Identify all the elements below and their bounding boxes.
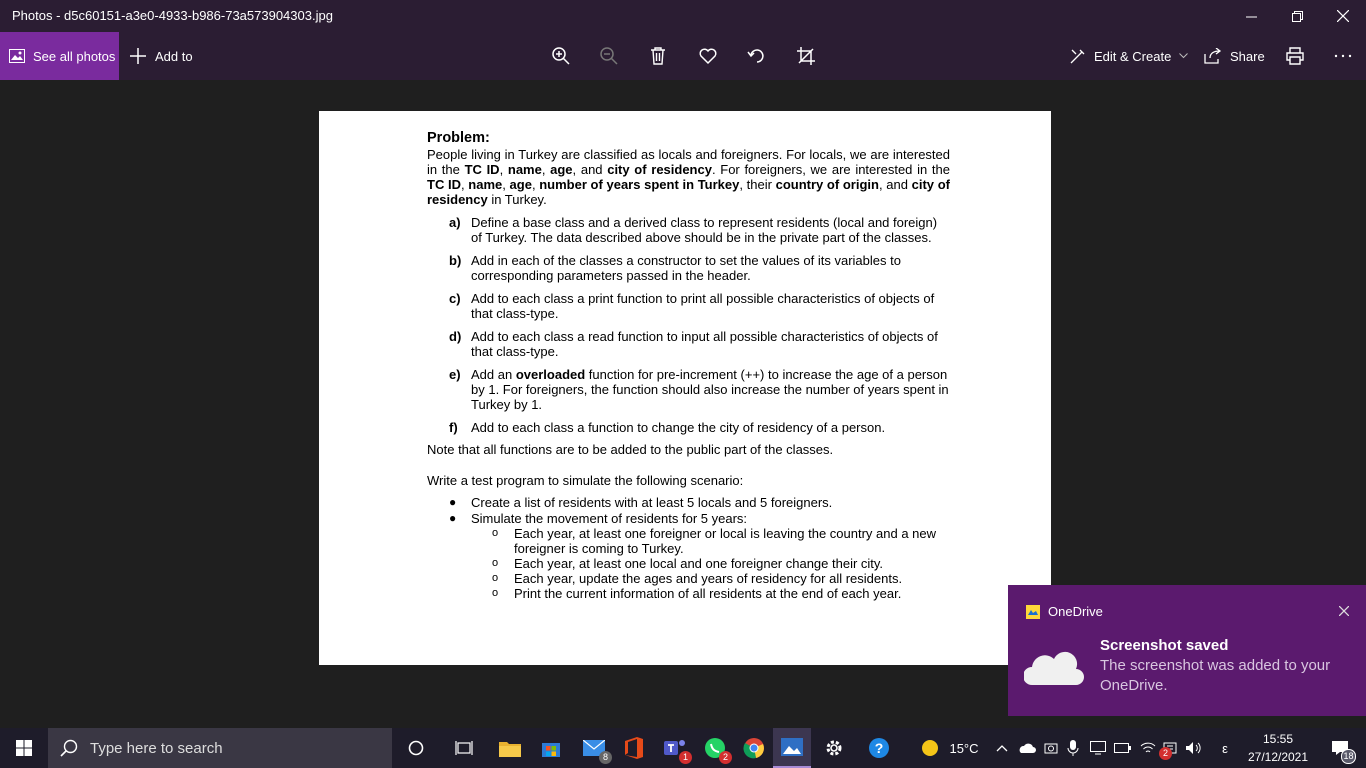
edit-icon <box>1070 48 1086 64</box>
rotate-button[interactable] <box>745 44 769 68</box>
printer-icon <box>1285 46 1305 66</box>
task-list <box>427 215 950 435</box>
task-item <box>427 253 950 283</box>
cloud-icon <box>1024 647 1084 687</box>
photos-taskbar-button[interactable] <box>773 728 811 768</box>
speaker-icon <box>1185 741 1203 755</box>
toast-close-button[interactable] <box>1334 601 1354 621</box>
photos-icon <box>781 738 803 756</box>
onedrive-app-icon <box>1026 605 1040 619</box>
close-icon <box>1337 10 1349 22</box>
zoom-in-icon <box>551 46 571 66</box>
task-item <box>427 291 950 321</box>
language-indicator[interactable]: ε <box>1222 740 1228 756</box>
rotate-icon <box>747 46 767 66</box>
crop-icon <box>796 46 816 66</box>
more-options-button[interactable] <box>1331 44 1355 68</box>
clock-time: 15:55 <box>1262 732 1294 746</box>
task-marker: b) <box>449 253 462 268</box>
document-text <box>427 130 950 601</box>
photo-document <box>319 111 1051 665</box>
monitor-icon <box>1090 741 1106 755</box>
task-marker: f) <box>449 420 458 435</box>
see-all-photos-label: See all photos <box>33 48 116 64</box>
photos-toolbar <box>0 32 1366 80</box>
cloud-icon <box>1018 743 1036 754</box>
wifi-icon <box>1140 741 1156 755</box>
window-title: Photos - d5c60151-a3e0-4933-b986-73a573904303.jpg <box>12 8 333 23</box>
list-item: ● Simulate the movement of residents for 5 years: <box>449 511 748 526</box>
start-button[interactable] <box>0 728 48 768</box>
security-tray-icon[interactable] <box>1087 728 1109 768</box>
add-to-button[interactable] <box>130 32 193 80</box>
task-text: Add an overloaded function for pre-increment (++) to increase the age of a person by 1. For foreigners, the function should also increase the number of years spent in Turkey by 1. <box>471 367 949 412</box>
windows-icon <box>16 740 32 756</box>
problem-intro: People living in Turkey are classified as locals and foreigners. For locals, we are interested in the TC ID, name, age, and city of residency. For foreigners, we are interested in the TC ID, name, age, number of years spent in Turkey, their country of origin, and city of residency in Turkey. <box>427 147 950 207</box>
weather-temperature: 15°C <box>949 740 979 756</box>
power-plug-icon <box>1114 742 1132 754</box>
list-item: o Each year, at least one local and one foreigner change their city. <box>492 556 884 571</box>
notifications-badge: 18 <box>1341 749 1356 764</box>
taskbar <box>0 728 1366 768</box>
toast-message: The screenshot was added to your OneDrive. <box>1100 657 1331 694</box>
settings-button[interactable] <box>815 728 853 768</box>
zoom-out-button[interactable] <box>597 44 621 68</box>
task-marker: d) <box>449 329 462 344</box>
clock-date: 27/12/2021 <box>1247 750 1309 764</box>
camera-tray-icon[interactable] <box>1041 728 1061 768</box>
task-item <box>427 215 950 245</box>
camera-icon <box>1044 741 1058 755</box>
chrome-button[interactable] <box>735 728 773 768</box>
volume-tray-icon[interactable] <box>1183 728 1205 768</box>
minimize-button[interactable] <box>1228 0 1274 32</box>
more-icon <box>1333 46 1353 66</box>
task-view-button[interactable] <box>444 728 484 768</box>
list-item: o Each year, update the ages and years of residency for all residents. <box>492 571 903 586</box>
note-text: Note that all functions are to be added to the public part of the classes. <box>427 442 834 457</box>
teams-badge: 1 <box>679 751 692 764</box>
taskbar-search-box[interactable] <box>48 728 392 768</box>
chevron-down-icon <box>1179 53 1188 59</box>
onedrive-notification[interactable] <box>1008 585 1366 716</box>
crop-button[interactable] <box>794 44 818 68</box>
weather-widget[interactable] <box>914 728 986 768</box>
task-text: Add to each class a read function to input all possible characteristics of objects of that class-type. <box>471 329 938 359</box>
trash-icon <box>648 46 668 66</box>
restore-icon <box>1292 11 1303 22</box>
sun-icon <box>921 739 939 757</box>
mail-badge: 8 <box>599 751 612 764</box>
microsoft-store-button[interactable] <box>531 728 571 768</box>
edit-create-label: Edit & Create <box>1094 48 1172 64</box>
wifi-tray-icon[interactable] <box>1137 728 1159 768</box>
edit-create-button[interactable] <box>1070 32 1188 80</box>
photos-icon <box>9 49 25 63</box>
zoom-in-button[interactable] <box>549 44 573 68</box>
svg-text:?: ? <box>874 740 884 756</box>
microphone-icon <box>1067 740 1079 756</box>
close-icon <box>1339 606 1349 616</box>
teams-button[interactable] <box>656 728 694 768</box>
search-icon <box>60 739 78 757</box>
show-hidden-icons-button[interactable] <box>993 728 1011 768</box>
task-text: Add to each class a function to change the city of residency of a person. <box>471 420 886 435</box>
bluetooth-tray-icon[interactable] <box>1159 728 1181 768</box>
office-button[interactable] <box>616 728 652 768</box>
list-item: ● Create a list of residents with at least 5 locals and 5 foreigners. <box>449 495 833 510</box>
share-icon <box>1204 48 1222 64</box>
list-item: o Print the current information of all residents at the end of each year. <box>492 586 902 601</box>
task-text: Add in each of the classes a constructor to set the values of its variables to corresponding parameters passed in the header. <box>471 253 901 283</box>
onedrive-tray-icon[interactable] <box>1016 728 1038 768</box>
bullet-list <box>427 495 950 601</box>
help-button[interactable] <box>860 728 898 768</box>
task-marker: e) <box>449 367 461 382</box>
file-explorer-button[interactable] <box>490 728 530 768</box>
search-placeholder: Type here to search <box>90 739 223 757</box>
task-text: Add to each class a print function to print all possible characteristics of objects of that class-type. <box>471 291 935 321</box>
share-button[interactable] <box>1204 32 1265 80</box>
cortana-button[interactable] <box>396 728 436 768</box>
clock[interactable] <box>1240 728 1316 768</box>
list-item: o Each year, at least one foreigner or local is leaving the country and a new foreigner is coming to Turkey. <box>492 526 937 556</box>
minimize-icon <box>1246 11 1257 22</box>
gear-icon <box>824 738 844 758</box>
favorite-button[interactable] <box>696 44 720 68</box>
task-item <box>427 329 950 359</box>
delete-button[interactable] <box>646 44 670 68</box>
print-button[interactable] <box>1283 44 1307 68</box>
see-all-photos-button[interactable] <box>0 32 119 80</box>
task-marker: a) <box>449 215 461 230</box>
chevron-up-icon <box>996 744 1008 752</box>
chrome-icon <box>743 737 765 759</box>
office-icon <box>625 737 643 759</box>
mail-button[interactable] <box>574 728 614 768</box>
whatsapp-badge: 2 <box>719 751 732 764</box>
folder-icon <box>499 739 521 757</box>
task-text: Define a base class and a derived class to represent residents (local and foreign) of Turkey. The data described above should be in the private part of the classes. <box>471 215 938 245</box>
help-icon <box>868 737 890 759</box>
cortana-icon <box>408 740 424 756</box>
task-marker: c) <box>449 291 461 306</box>
share-label: Share <box>1230 48 1265 64</box>
toast-title: Screenshot saved <box>1100 637 1229 654</box>
battery-tray-icon[interactable] <box>1112 728 1134 768</box>
test-intro: Write a test program to simulate the following scenario: <box>427 473 744 488</box>
problem-heading: Problem: <box>427 130 490 146</box>
toast-app-name: OneDrive <box>1048 604 1103 619</box>
heart-icon <box>698 46 718 66</box>
task-view-icon <box>455 740 473 756</box>
tray-badge: 2 <box>1159 747 1172 760</box>
restore-button[interactable] <box>1274 0 1320 32</box>
microphone-tray-icon[interactable] <box>1063 728 1083 768</box>
close-button[interactable] <box>1320 0 1366 32</box>
whatsapp-button[interactable] <box>696 728 734 768</box>
title-bar <box>0 0 1366 32</box>
plus-icon <box>130 48 146 64</box>
zoom-out-icon <box>599 46 619 66</box>
action-center-button[interactable] <box>1320 728 1360 768</box>
task-item <box>427 420 950 435</box>
task-item <box>427 367 950 412</box>
store-icon <box>541 738 561 758</box>
add-to-label: Add to <box>155 48 193 64</box>
